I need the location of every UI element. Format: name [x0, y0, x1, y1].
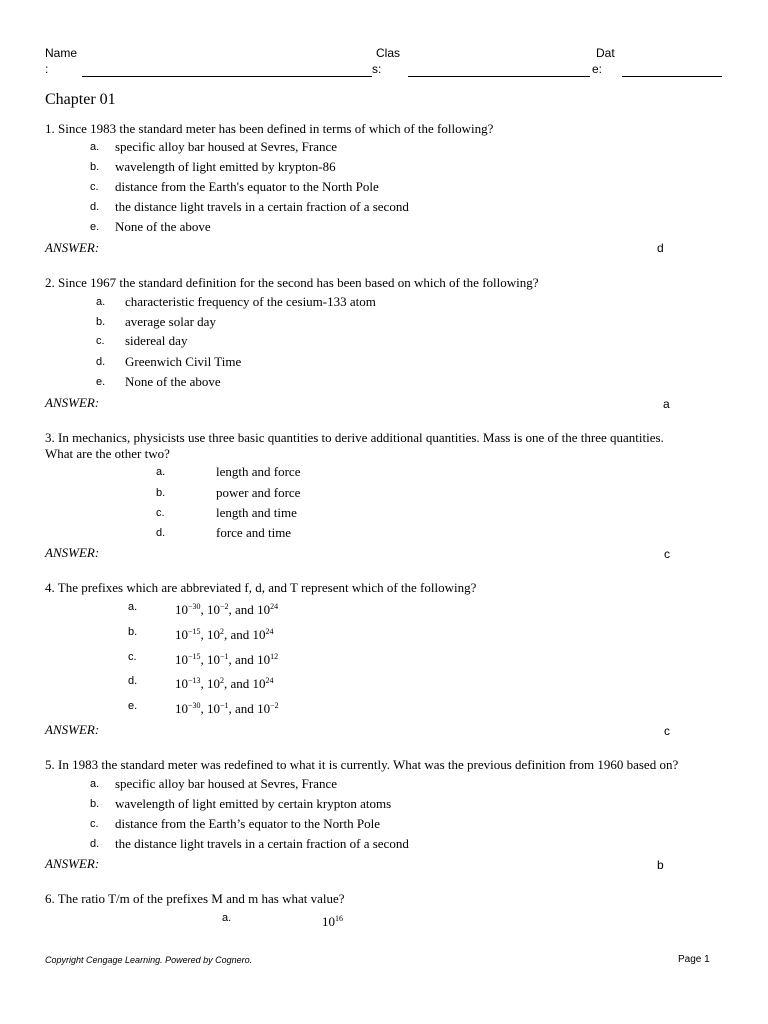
q3-option-d-letter: d.: [156, 527, 166, 539]
q5-option-d-letter: d.: [90, 838, 100, 850]
footer-copyright: Copyright Cengage Learning. Powered by Cognero.: [45, 955, 253, 965]
q6-option-a: $10^{16}$: [322, 914, 343, 929]
q4-option-c: $10^{-15}$, $10^{-1}$, and $10^{12}$: [175, 652, 279, 667]
q2-option-b-letter: b.: [96, 316, 106, 328]
q4-option-d: $10^{-13}$, $10^2$, and $10^{24}$: [175, 676, 274, 691]
q1-answer-value: d: [657, 241, 664, 255]
q4-answer-value: c: [664, 724, 670, 738]
q2-option-a-letter: a.: [96, 296, 106, 308]
q3-option-c: length and time: [216, 505, 297, 520]
question-1-text: 1. Since 1983 the standard meter has been defined in terms of which of the following?: [45, 121, 494, 136]
chapter-title: Chapter 01: [45, 91, 116, 108]
q1-option-a: specific alloy bar housed at Sevres, France: [115, 139, 338, 154]
q1-option-d: the distance light travels in a certain fraction of a second: [115, 199, 409, 214]
q5-option-c-letter: c.: [90, 818, 99, 830]
q5-option-b-letter: b.: [90, 798, 100, 810]
q4-option-b: $10^{-15}$, $10^2$, and $10^{24}$: [175, 627, 274, 642]
class-colon: s:: [372, 62, 382, 76]
q1-option-b: wavelength of light emitted by krypton-86: [115, 159, 336, 174]
q4-answer-label: ANSWER:: [45, 722, 100, 737]
date-colon: e:: [592, 62, 603, 76]
name-field-line[interactable]: [82, 76, 372, 77]
q3-option-a-letter: a.: [156, 466, 166, 478]
q5-answer-label: ANSWER:: [45, 856, 100, 871]
q2-option-e: None of the above: [125, 374, 221, 389]
date-field-line[interactable]: [622, 76, 722, 77]
question-3-text-line2: What are the other two?: [45, 446, 170, 461]
q2-option-d: Greenwich Civil Time: [125, 354, 242, 369]
q2-answer-label: ANSWER:: [45, 395, 100, 410]
q1-option-c-letter: c.: [90, 181, 99, 193]
q4-option-b-letter: b.: [128, 626, 138, 638]
q5-option-d: the distance light travels in a certain fraction of a second: [115, 836, 409, 851]
q2-option-a: characteristic frequency of the cesium-133 atom: [125, 294, 376, 309]
q1-option-b-letter: b.: [90, 161, 100, 173]
class-field-line[interactable]: [408, 76, 590, 77]
q2-option-c-letter: c.: [96, 335, 105, 347]
date-label: Dat: [596, 46, 615, 60]
q5-option-b: wavelength of light emitted by certain krypton atoms: [115, 796, 392, 811]
class-label: Clas: [376, 46, 401, 60]
q2-option-d-letter: d.: [96, 356, 106, 368]
name-label: Name: [45, 46, 78, 60]
q2-answer-value: a: [663, 397, 670, 411]
footer-page-number: Page 1: [678, 954, 710, 965]
question-4-text: 4. The prefixes which are abbreviated f, d, and T represent which of the following?: [45, 580, 477, 595]
q3-option-a: length and force: [216, 464, 301, 479]
q5-answer-value: b: [657, 858, 664, 872]
q3-answer-label: ANSWER:: [45, 545, 100, 560]
q2-option-b: average solar day: [125, 314, 216, 329]
q3-option-b: power and force: [216, 485, 301, 500]
q3-option-b-letter: b.: [156, 487, 166, 499]
q3-option-c-letter: c.: [156, 507, 165, 519]
name-colon: :: [45, 62, 49, 76]
q4-option-c-letter: c.: [128, 651, 137, 663]
q4-option-e: $10^{-30}$, $10^{-1}$, and $10^{-2}$: [175, 701, 279, 716]
q1-option-d-letter: d.: [90, 201, 100, 213]
q1-option-e: None of the above: [115, 219, 211, 234]
q3-option-d: force and time: [216, 525, 292, 540]
question-2-text: 2. Since 1967 the standard definition for the second has been based on which of the following?: [45, 275, 539, 290]
q4-option-d-letter: d.: [128, 675, 138, 687]
q4-option-e-letter: e.: [128, 700, 138, 712]
q1-option-c: distance from the Earth's equator to the North Pole: [115, 179, 379, 194]
q2-option-c: sidereal day: [125, 333, 188, 348]
q5-option-c: distance from the Earth’s equator to the North Pole: [115, 816, 380, 831]
q2-option-e-letter: e.: [96, 376, 106, 388]
q1-option-e-letter: e.: [90, 221, 100, 233]
question-3-text-line1: 3. In mechanics, physicists use three basic quantities to derive additional quantities. Mass is one of the three quantities.: [45, 430, 664, 445]
q5-option-a-letter: a.: [90, 778, 100, 790]
q4-option-a-letter: a.: [128, 601, 138, 613]
q1-option-a-letter: a.: [90, 141, 100, 153]
question-6-text: 6. The ratio T/m of the prefixes M and m has what value?: [45, 891, 345, 906]
q1-answer-label: ANSWER:: [45, 240, 100, 255]
q4-option-a: $10^{-30}$, $10^{-2}$, and $10^{24}$: [175, 602, 279, 617]
q5-option-a: specific alloy bar housed at Sevres, France: [115, 776, 338, 791]
question-5-text: 5. In 1983 the standard meter was redefined to what it is currently. What was the previous definition from 1960 based on?: [45, 757, 679, 772]
q3-answer-value: c: [664, 547, 670, 561]
q6-option-a-letter: a.: [222, 912, 232, 924]
